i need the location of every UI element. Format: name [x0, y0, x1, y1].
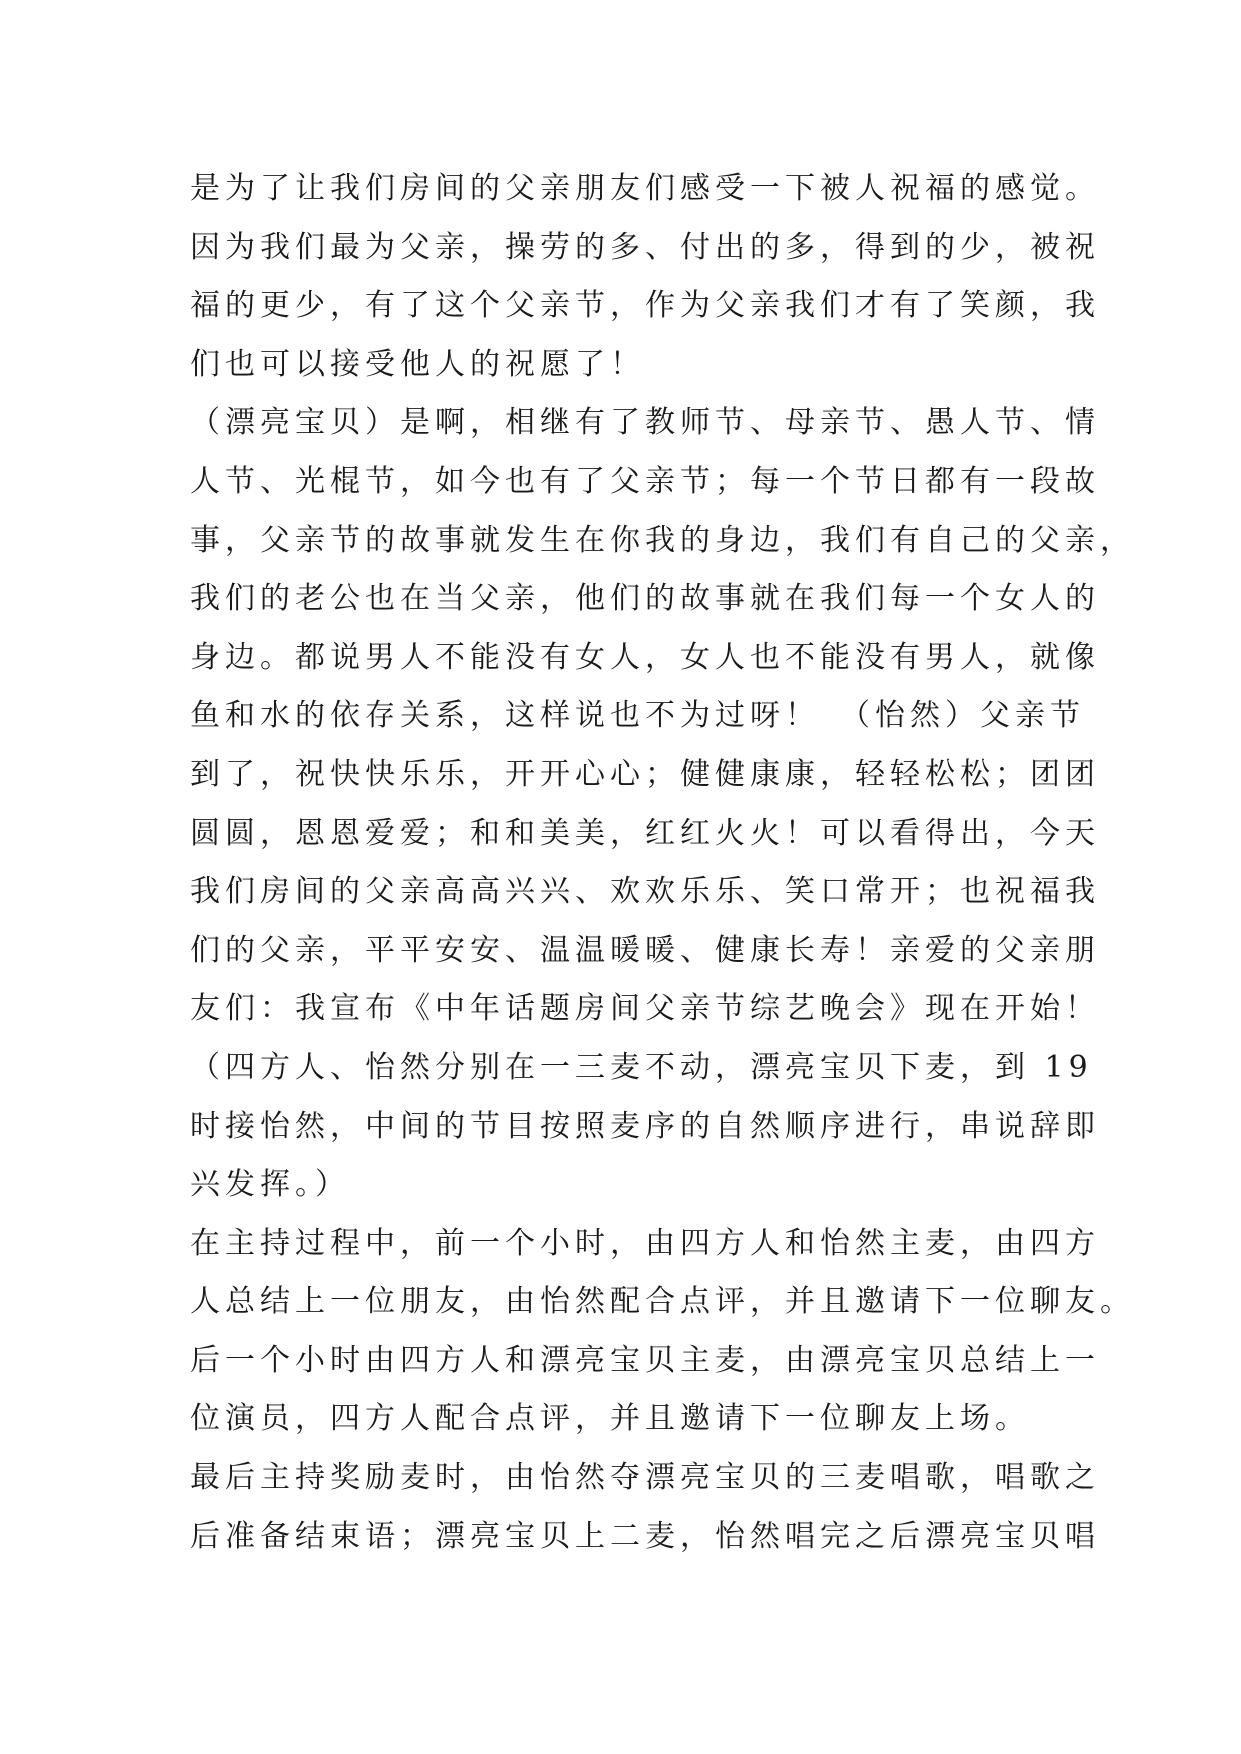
body-text	[190, 160, 1135, 1566]
text-line: 因为我们最为父亲，操劳的多、付出的多，得到的少，被祝	[190, 229, 1100, 265]
text-line: 在主持过程中，前一个小时，由四方人和怡然主麦，由四方	[190, 1225, 1100, 1261]
text-line: 事，父亲节的故事就发生在你我的身边，我们有自己的父亲，	[190, 522, 1135, 558]
text-line: 后一个小时由四方人和漂亮宝贝主麦，由漂亮宝贝总结上一	[190, 1342, 1100, 1378]
text-line: 后准备结束语；漂亮宝贝上二麦，怡然唱完之后漂亮宝贝唱	[190, 1518, 1100, 1554]
text-line: 到了，祝快快乐乐，开开心心；健健康康，轻轻松松；团团	[190, 756, 1100, 792]
text-line: 圆圆，恩恩爱爱；和和美美，红红火火！可以看得出，今天	[190, 815, 1100, 851]
text-line: 福的更少，有了这个父亲节，作为父亲我们才有了笑颜，我	[190, 288, 1100, 324]
text-line: （漂亮宝贝）是啊，相继有了教师节、母亲节、愚人节、情	[190, 405, 1100, 441]
text-line: 们也可以接受他人的祝愿了！	[190, 346, 645, 382]
text-line: 人总结上一位朋友，由怡然配合点评，并且邀请下一位聊友。	[190, 1284, 1135, 1320]
text-line: （四方人、怡然分别在一三麦不动，漂亮宝贝下麦，到 19	[190, 1049, 1093, 1085]
text-line: 是为了让我们房间的父亲朋友们感受一下被人祝福的感觉。	[190, 171, 1100, 206]
text-line: 们的父亲，平平安安、温温暖暖、健康长寿！亲爱的父亲朋	[190, 932, 1100, 968]
text-line: 我们房间的父亲高高兴兴、欢欢乐乐、笑口常开；也祝福我	[190, 874, 1100, 910]
text-line: 最后主持奖励麦时，由怡然夺漂亮宝贝的三麦唱歌，唱歌之	[190, 1460, 1100, 1496]
text-line: 位演员，四方人配合点评，并且邀请下一位聊友上场。	[190, 1401, 1030, 1437]
text-line: 我们的老公也在当父亲，他们的故事就在我们每一个女人的	[190, 581, 1100, 617]
text-line: 鱼和水的依存关系，这样说也不为过呀！ （怡然）父亲节	[190, 698, 1085, 734]
text-line: 人节、光棍节，如今也有了父亲节；每一个节日都有一段故	[190, 463, 1100, 499]
text-line: 身边。都说男人不能没有女人，女人也不能没有男人，就像	[190, 639, 1100, 675]
text-line: 时接怡然，中间的节目按照麦序的自然顺序进行，串说辞即	[190, 1108, 1100, 1144]
text-line: 兴发挥。）	[190, 1167, 350, 1203]
text-line: 友们：我宣布《中年话题房间父亲节综艺晚会》现在开始！	[190, 991, 1100, 1027]
